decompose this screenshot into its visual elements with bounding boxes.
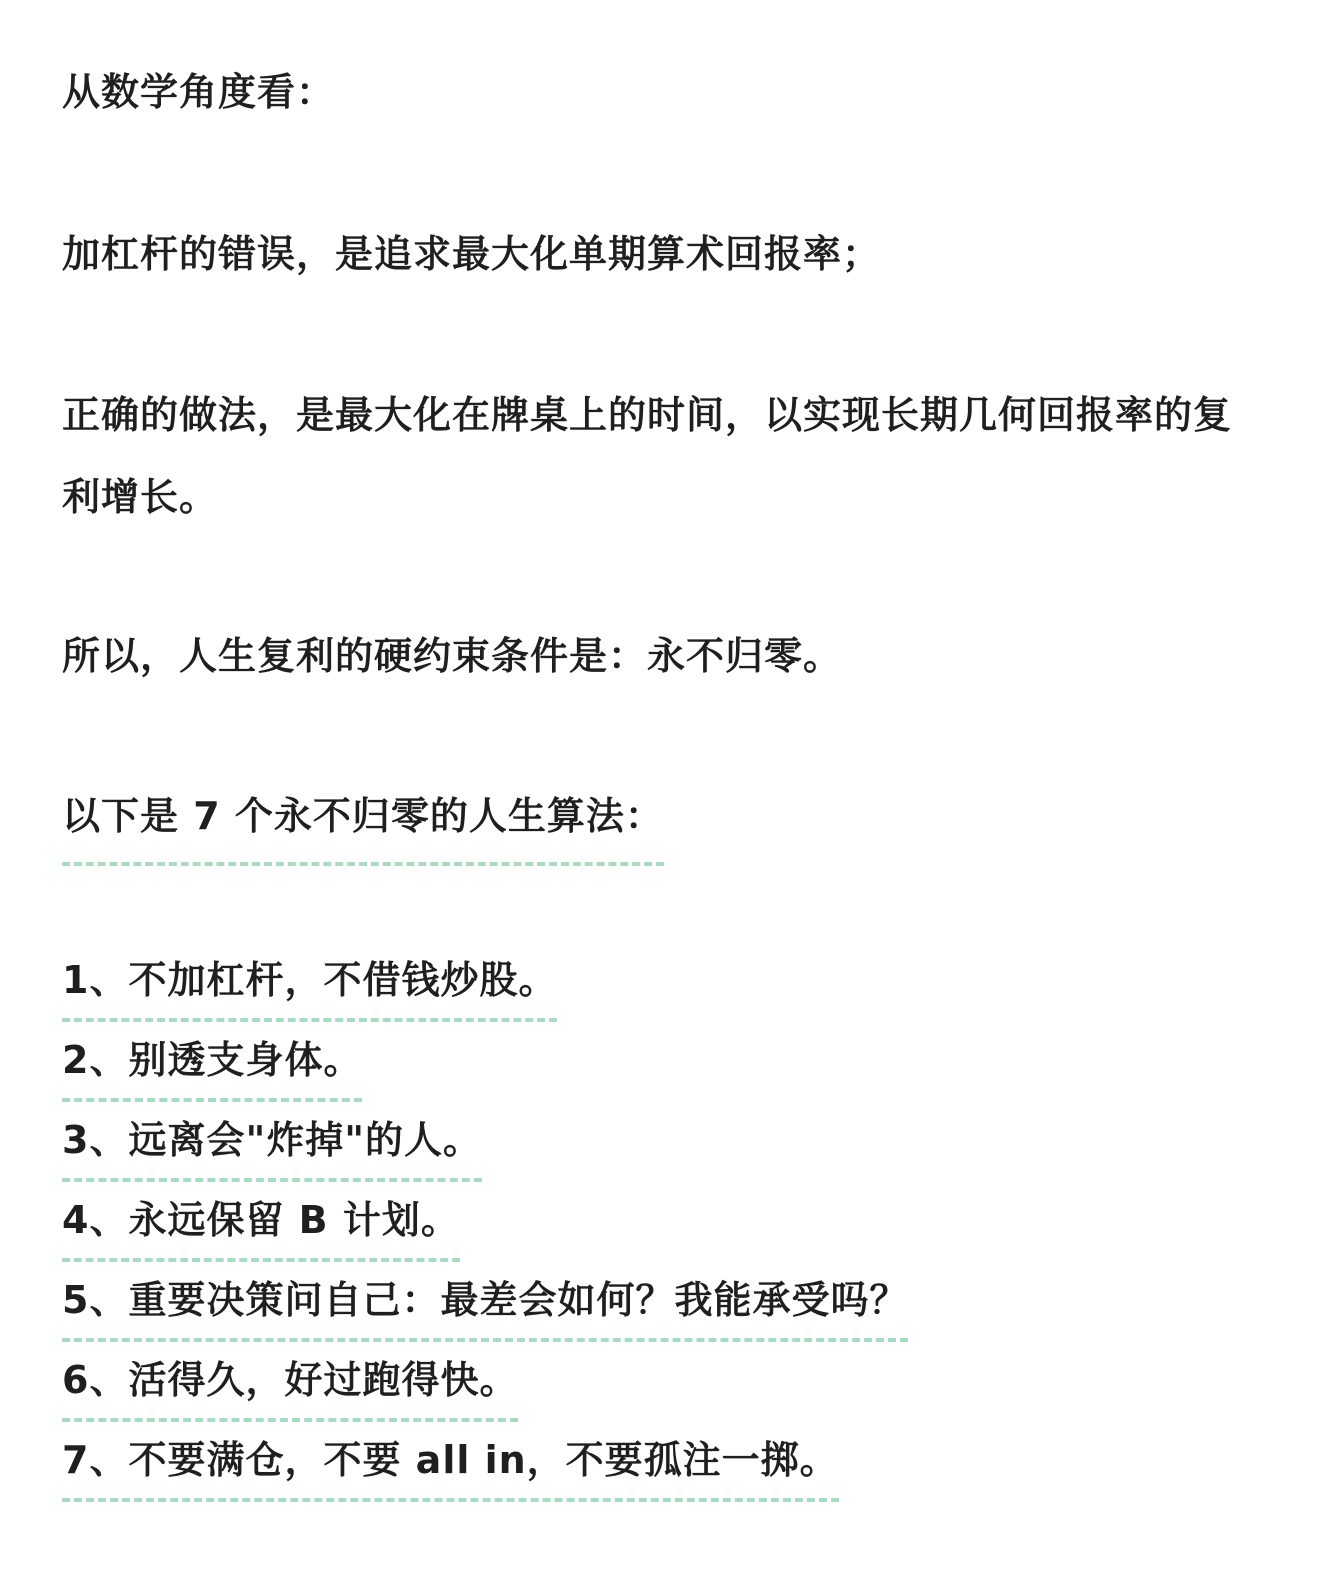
list-item-text: 5、重要决策问自己：最差会如何？我能承受吗？ xyxy=(62,1264,908,1342)
article-heading: 从数学角度看： xyxy=(62,70,336,114)
algorithm-list xyxy=(62,944,908,1504)
list-title-text: 以下是 7 个永不归零的人生算法： xyxy=(62,776,664,866)
list-item xyxy=(62,1344,908,1424)
list-item xyxy=(62,944,908,1024)
list-item-text: 3、远离会"炸掉"的人。 xyxy=(62,1104,482,1182)
list-item xyxy=(62,1184,908,1264)
paragraph-leverage-error: 加杠杆的错误，是追求最大化单期算术回报率； xyxy=(62,232,882,276)
list-item xyxy=(62,1424,908,1504)
list-item xyxy=(62,1104,908,1184)
list-item xyxy=(62,1264,908,1344)
list-item-text: 6、活得久，好过跑得快。 xyxy=(62,1344,518,1422)
list-title xyxy=(62,776,664,866)
list-item-text: 7、不要满仓，不要 all in，不要孤注一掷。 xyxy=(62,1424,839,1502)
paragraph-correct-approach: 正确的做法，是最大化在牌桌上的时间，以实现长期几何回报率的复利增长。 xyxy=(62,393,1233,519)
list-item-text: 1、不加杠杆，不借钱炒股。 xyxy=(62,944,557,1022)
list-item-text: 2、别透支身体。 xyxy=(62,1024,362,1102)
list-item-text: 4、永远保留 B 计划。 xyxy=(62,1184,460,1262)
paragraph-hard-constraint: 所以，人生复利的硬约束条件是：永不归零。 xyxy=(62,634,843,678)
list-item xyxy=(62,1024,908,1104)
